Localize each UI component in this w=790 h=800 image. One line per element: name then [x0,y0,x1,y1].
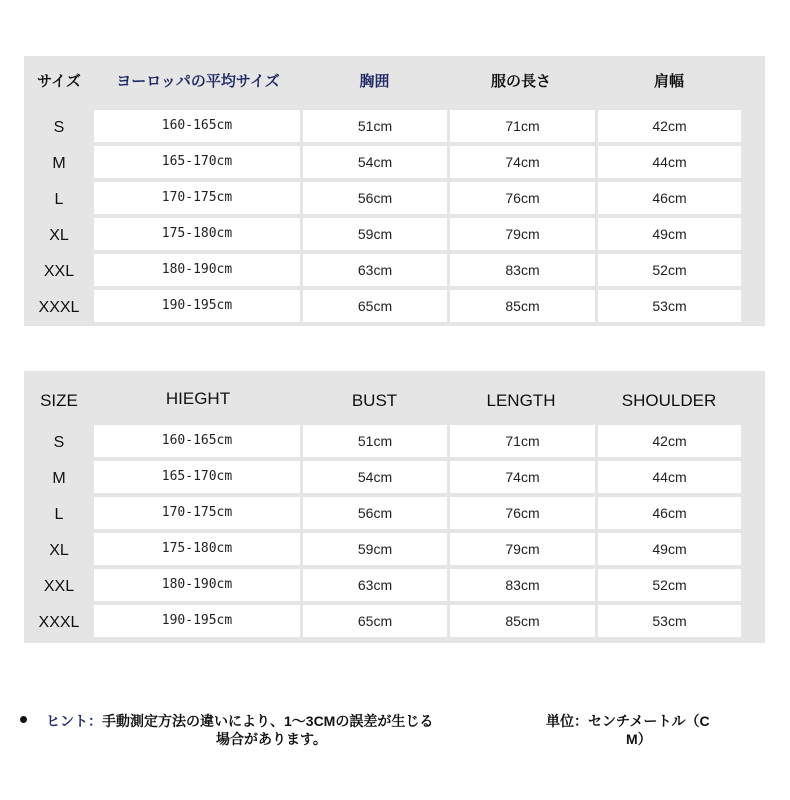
length-cell: 85cm [450,605,595,637]
bust-cell: 59cm [303,533,447,565]
size-label: XL [49,227,69,244]
shoulder-cell: 42cm [598,110,741,142]
shoulder-cell: 49cm [598,533,741,565]
table-row [24,108,765,144]
unit-line1: 単位：センチメートル（C [546,713,710,729]
shoulder-cell: 53cm [598,605,741,637]
height-cell: 175-180cm [94,533,300,565]
height-cell: 170-175cm [94,182,300,214]
table-row [24,216,765,252]
length-cell: 71cm [450,425,595,457]
header-size: サイズ [37,73,81,90]
table-row [24,531,765,567]
hint-lead: ヒント： [46,713,102,729]
header-length: 服の長さ [490,73,551,90]
table-row [24,423,765,459]
header-size: SIZE [40,391,78,410]
table-row [24,144,765,180]
length-cell: 83cm [450,254,595,286]
header-height: HIEGHT [165,389,231,408]
header-height: ヨーロッパの平均サイズ [116,73,280,90]
size-label: L [54,506,64,523]
header-bust: 胸囲 [359,73,390,90]
size-label: XXXL [38,299,80,316]
bust-cell: 63cm [303,569,447,601]
size-label: M [52,470,66,487]
table-row [24,288,765,324]
length-cell: 85cm [450,290,595,322]
length-cell: 71cm [450,110,595,142]
length-cell: 83cm [450,569,595,601]
shoulder-cell: 46cm [598,497,741,529]
header-bust: BUST [351,391,398,410]
shoulder-cell: 52cm [598,569,741,601]
header-length: LENGTH [486,391,556,410]
height-cell: 190-195cm [94,605,300,637]
height-cell: 165-170cm [94,146,300,178]
header-shoulder: 肩幅 [653,73,684,90]
size-label: M [52,155,66,172]
length-cell: 74cm [450,146,595,178]
shoulder-cell: 49cm [598,218,741,250]
size-label: XXXL [38,614,80,631]
hint-line2: 場合があります。 [216,731,327,747]
height-cell: 165-170cm [94,461,300,493]
size-table-japanese [24,56,765,326]
table-header [24,371,765,423]
height-cell: 180-190cm [94,569,300,601]
height-cell: 160-165cm [94,110,300,142]
bust-cell: 51cm [303,425,447,457]
shoulder-cell: 46cm [598,182,741,214]
height-cell: 180-190cm [94,254,300,286]
table-row [24,180,765,216]
shoulder-cell: 44cm [598,146,741,178]
hint-line1: 手動測定方法の違いにより、1〜3CMの誤差が生じる [102,713,434,729]
length-cell: 79cm [450,533,595,565]
length-cell: 76cm [450,497,595,529]
bullet-icon [20,716,27,723]
table-row [24,459,765,495]
bust-cell: 59cm [303,218,447,250]
shoulder-cell: 44cm [598,461,741,493]
table-row [24,603,765,639]
table-header [24,56,765,108]
length-cell: 74cm [450,461,595,493]
table-body [24,423,765,639]
bust-cell: 65cm [303,290,447,322]
header-shoulder: SHOULDER [621,391,717,410]
bust-cell: 54cm [303,146,447,178]
bust-cell: 56cm [303,182,447,214]
length-cell: 79cm [450,218,595,250]
size-label: XXL [43,578,75,595]
table-body [24,108,765,324]
size-label: L [54,191,64,208]
table-row [24,252,765,288]
size-label: S [53,434,65,451]
unit-note [546,712,746,748]
size-table-english [24,371,765,643]
bust-cell: 54cm [303,461,447,493]
length-cell: 76cm [450,182,595,214]
size-label: XL [49,542,69,559]
height-cell: 175-180cm [94,218,300,250]
height-cell: 190-195cm [94,290,300,322]
size-label: S [53,119,65,136]
height-cell: 160-165cm [94,425,300,457]
shoulder-cell: 42cm [598,425,741,457]
table-row [24,495,765,531]
shoulder-cell: 53cm [598,290,741,322]
bust-cell: 51cm [303,110,447,142]
measurement-hint [46,712,536,748]
footer-notes [0,712,790,762]
unit-line2: M） [626,731,652,747]
bust-cell: 56cm [303,497,447,529]
shoulder-cell: 52cm [598,254,741,286]
bust-cell: 65cm [303,605,447,637]
table-row [24,567,765,603]
size-label: XXL [43,263,75,280]
height-cell: 170-175cm [94,497,300,529]
bust-cell: 63cm [303,254,447,286]
